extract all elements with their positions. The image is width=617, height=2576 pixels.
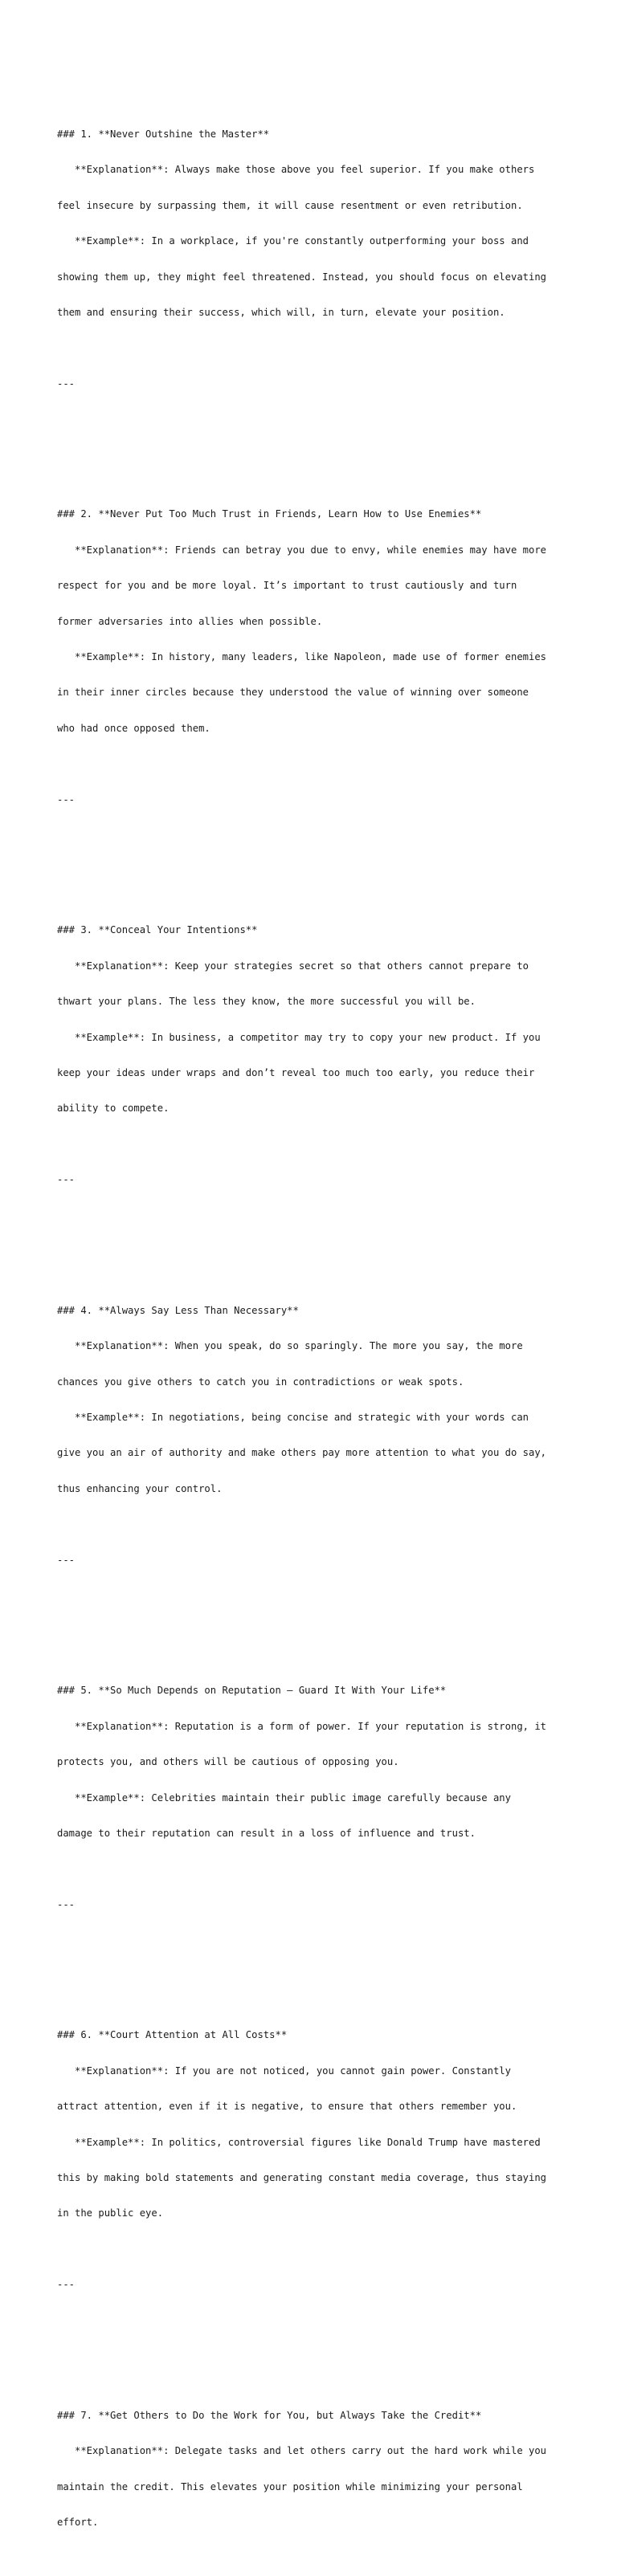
explanation-line: **Explanation**: If you are not noticed, you cannot gain power. Constantly <box>57 2064 511 2077</box>
section-heading: ### 5. **So Much Depends on Reputation — Guard It With Your Life** <box>57 1685 447 1697</box>
section-heading: ### 2. **Never Put Too Much Trust in Friends, Learn How to Use Enemies** <box>57 508 482 520</box>
explanation-line: **Explanation**: Reputation is a form of power. If your reputation is strong, it <box>57 1720 547 1732</box>
blank-line <box>57 2244 571 2256</box>
section-separator: --- <box>57 1174 76 1186</box>
example-line: **Example**: In negotiations, being concise and strategic with your words can <box>57 1412 529 1424</box>
blank-line <box>57 2315 571 2327</box>
blank-line <box>57 1518 571 1531</box>
section-1 <box>57 104 571 449</box>
section-heading: ### 3. **Conceal Your Intentions** <box>57 924 258 936</box>
explanation-line: chances you give others to catch you in contradictions or weak spots. <box>57 1376 464 1388</box>
section-separator: --- <box>57 793 76 805</box>
example-line: damage to their reputation can result in a loss of influence and trust. <box>57 1827 476 1839</box>
example-line: thus enhancing your control. <box>57 1482 223 1494</box>
section-5 <box>57 1661 571 1971</box>
example-line: **Example**: In history, many leaders, like Napoleon, made use of former enemies <box>57 651 547 663</box>
example-line: in the public eye. <box>57 2207 164 2219</box>
explanation-line: **Explanation**: Delegate tasks and let others carry out the hard work while you <box>57 2445 547 2457</box>
blank-line <box>57 1210 571 1222</box>
section-separator: --- <box>57 1898 76 1910</box>
section-heading: ### 7. **Get Others to Do the Work for You, but Always Take the Credit** <box>57 2409 482 2421</box>
example-line: this by making bold statements and generating constant media coverage, thus staying <box>57 2172 547 2184</box>
blank-line <box>57 1139 571 1151</box>
blank-line <box>57 1590 571 1602</box>
section-7 <box>57 2386 571 2552</box>
section-2 <box>57 485 571 866</box>
explanation-line: **Explanation**: When you speak, do so sparingly. The more you say, the more <box>57 1340 523 1352</box>
example-line: keep your ideas under wraps and don’t reveal too much too early, you reduce their <box>57 1066 535 1078</box>
blank-line <box>57 829 571 842</box>
explanation-line: effort. <box>57 2517 99 2529</box>
section-6 <box>57 2006 571 2350</box>
example-line: who had once opposed them. <box>57 722 210 734</box>
section-separator: --- <box>57 2279 76 2291</box>
example-line: showing them up, they might feel threatened. Instead, you should focus on elevating <box>57 271 547 283</box>
example-line: in their inner circles because they understood the value of winning over someone <box>57 687 529 699</box>
section-4 <box>57 1281 571 1625</box>
explanation-line: attract attention, even if it is negative, to ensure that others remember you. <box>57 2101 517 2113</box>
blank-line <box>57 414 571 426</box>
blank-line <box>57 1934 571 1946</box>
example-line: **Example**: In business, a competitor may try to copy your new product. If you <box>57 1031 541 1043</box>
example-line: **Example**: Celebrities maintain their public image carefully because any <box>57 1791 511 1804</box>
blank-line <box>57 758 571 770</box>
explanation-line: respect for you and be more loyal. It’s important to trust cautiously and turn <box>57 580 517 592</box>
example-line: them and ensuring their success, which will, in turn, elevate your position. <box>57 306 505 318</box>
blank-line <box>57 342 571 354</box>
example-line: ability to compete. <box>57 1103 170 1115</box>
blank-line <box>57 1863 571 1875</box>
explanation-line: former adversaries into allies when possible. <box>57 615 323 627</box>
explanation-line: **Explanation**: Friends can betray you due to envy, while enemies may have more <box>57 544 547 556</box>
explanation-line: **Explanation**: Always make those above you feel superior. If you make others <box>57 164 535 176</box>
section-heading: ### 6. **Court Attention at All Costs** <box>57 2029 288 2041</box>
explanation-line: maintain the credit. This elevates your position while minimizing your personal <box>57 2480 523 2492</box>
section-separator: --- <box>57 377 76 389</box>
explanation-line: feel insecure by surpassing them, it will cause resentment or even retribution. <box>57 199 523 211</box>
explanation-line: thwart your plans. The less they know, the more successful you will be. <box>57 996 476 1008</box>
section-3 <box>57 901 571 1245</box>
example-line: **Example**: In politics, controversial figures like Donald Trump have mastered <box>57 2136 541 2148</box>
example-line: **Example**: In a workplace, if you're constantly outperforming your boss and <box>57 235 529 247</box>
section-heading: ### 4. **Always Say Less Than Necessary** <box>57 1304 299 1316</box>
section-heading: ### 1. **Never Outshine the Master** <box>57 128 270 140</box>
section-separator: --- <box>57 1554 76 1566</box>
document-page <box>57 69 571 2576</box>
explanation-line: protects you, and others will be cautious of opposing you. <box>57 1756 399 1768</box>
explanation-line: **Explanation**: Keep your strategies secret so that others cannot prepare to <box>57 960 529 972</box>
example-line: give you an air of authority and make others pay more attention to what you do say, <box>57 1447 547 1459</box>
